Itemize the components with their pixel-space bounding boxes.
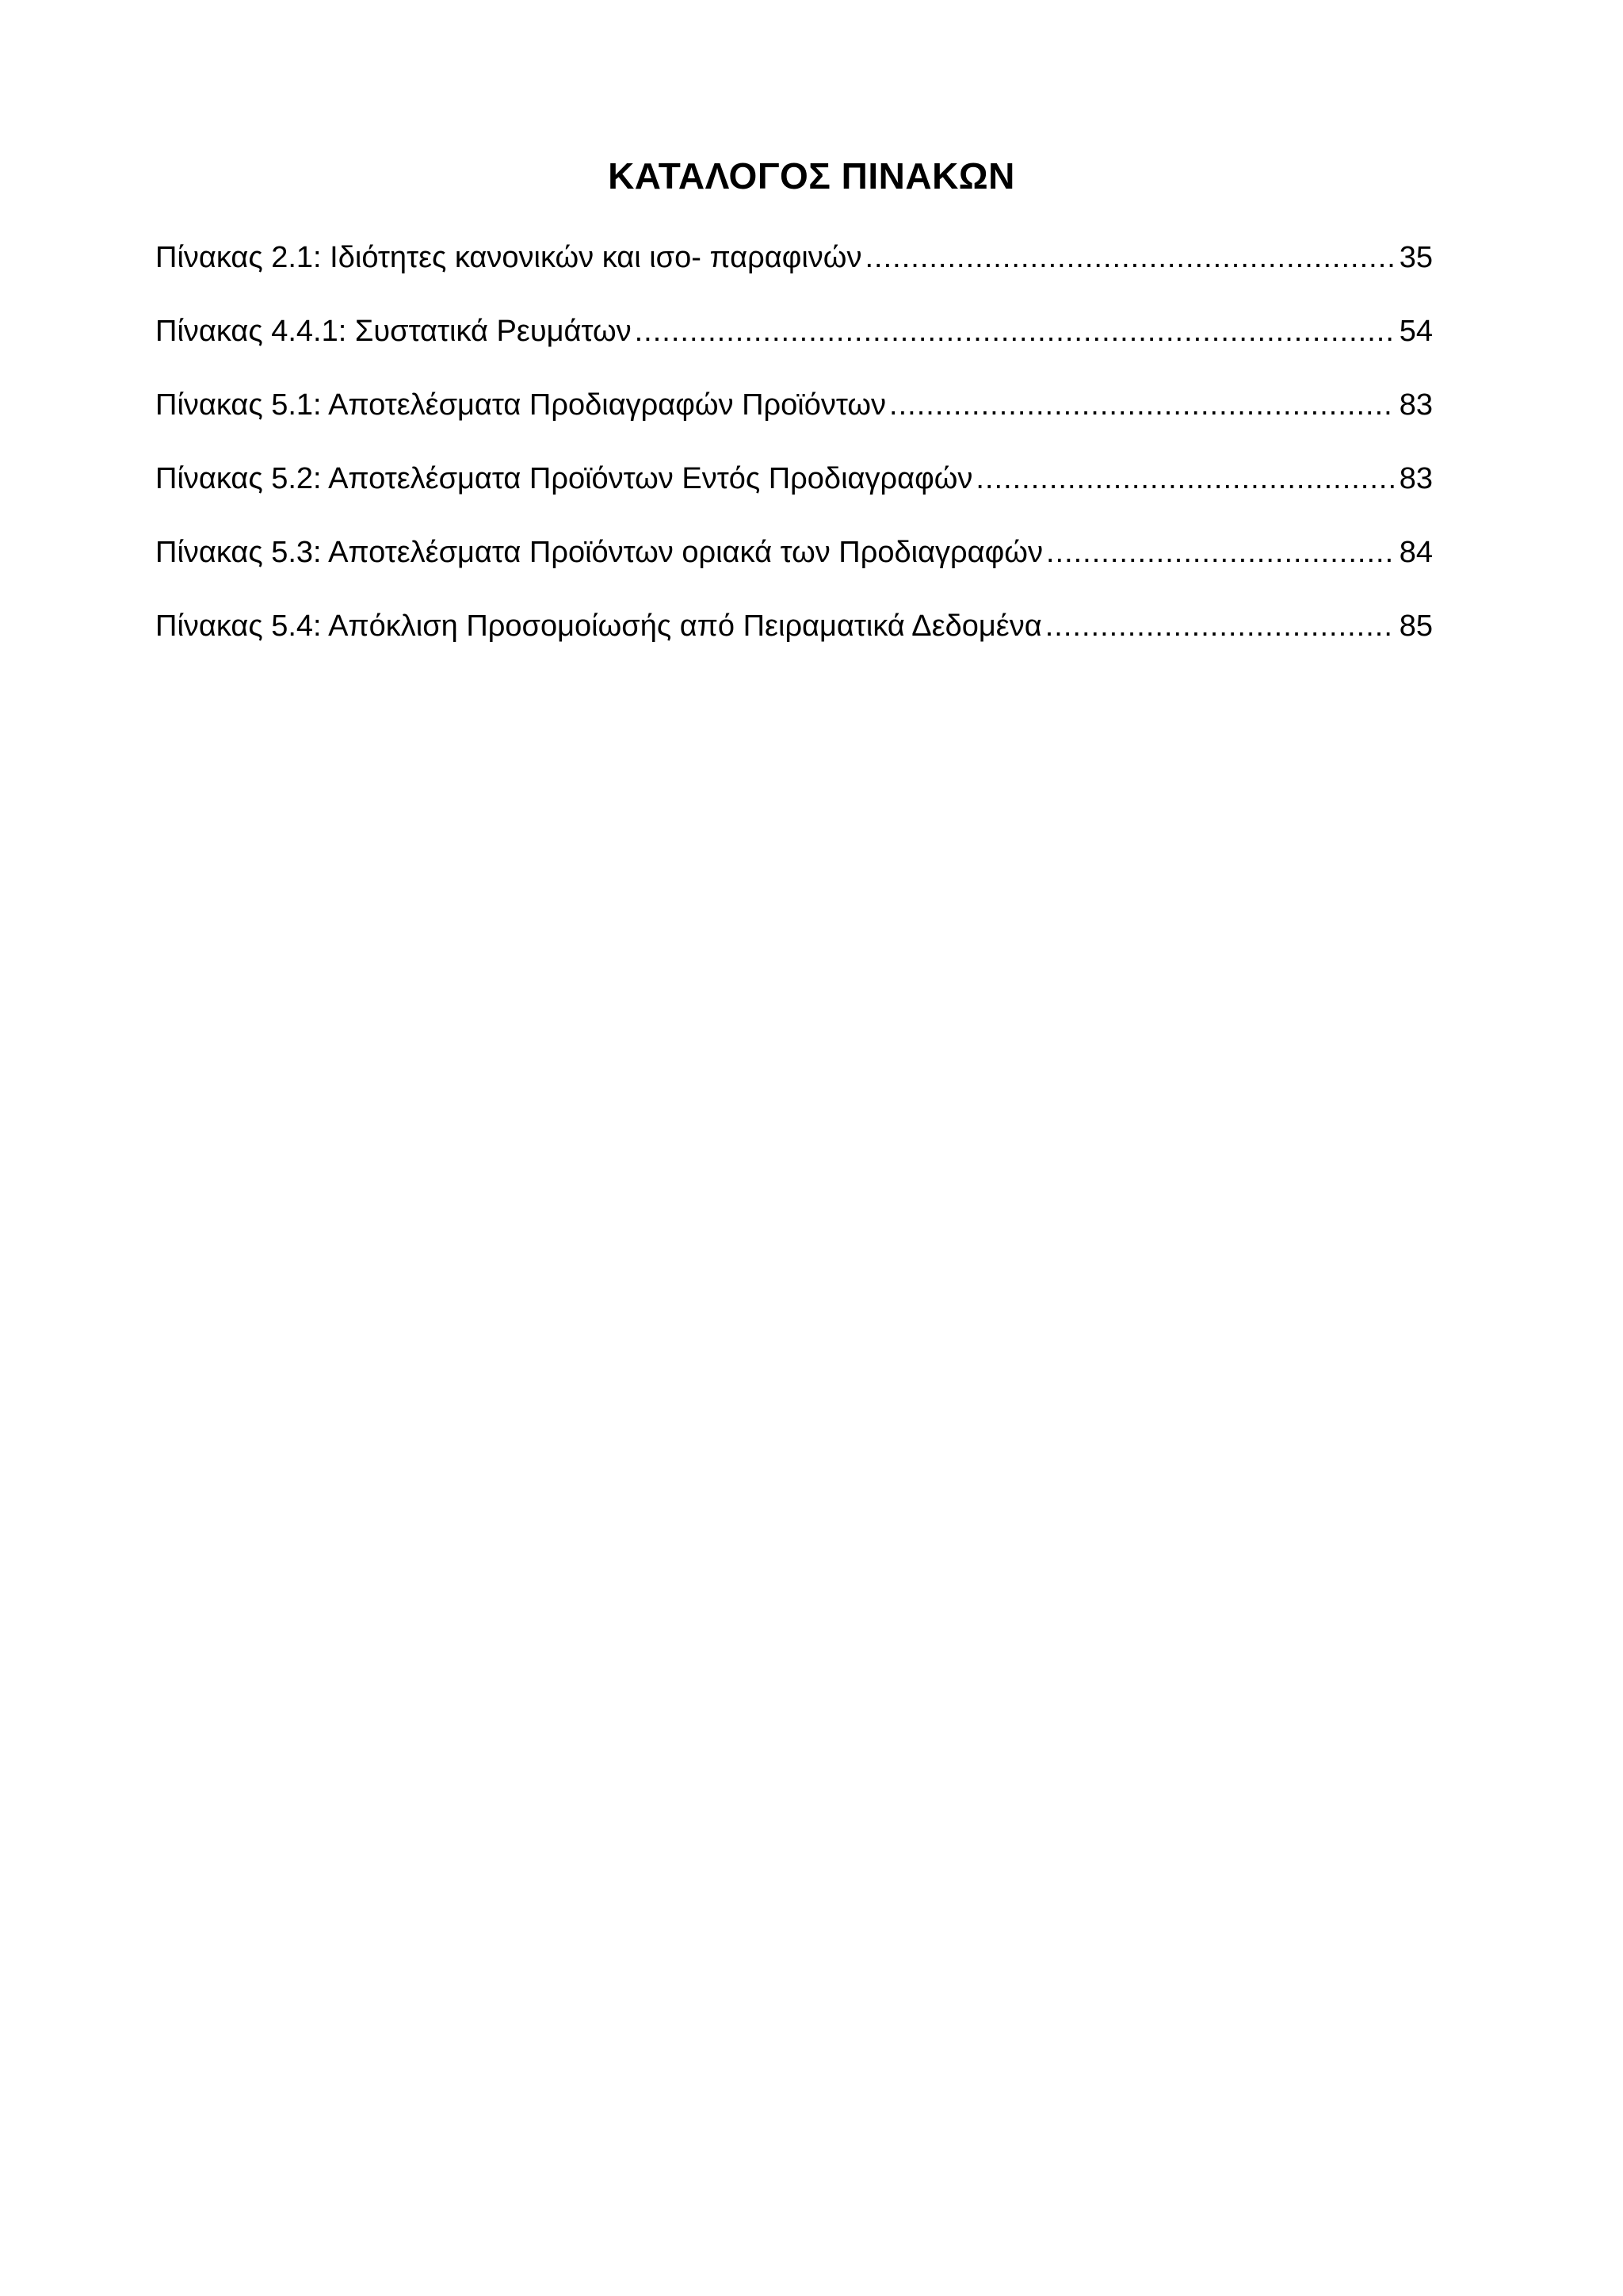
toc-dot-leader <box>976 455 1394 502</box>
toc-entry[interactable] <box>155 308 1433 381</box>
toc-dot-leader <box>1045 602 1395 650</box>
toc-entry-label: Πίνακας 2.1: Ιδιότητες κανονικών και ισο- παραφινών <box>155 241 862 274</box>
toc-dot-leader <box>1046 529 1395 576</box>
toc-entry-label: Πίνακας 4.4.1: Συστατικά Ρευμάτων <box>155 315 632 348</box>
toc-entry[interactable] <box>155 234 1433 308</box>
toc-page-number: 83 <box>1399 388 1433 422</box>
toc-dot-leader <box>889 381 1395 429</box>
toc-entry-label: Πίνακας 5.2: Αποτελέσματα Προϊόντων Εντός Προδιαγραφών <box>155 462 973 495</box>
toc-page-number: 35 <box>1399 241 1433 274</box>
toc-page-number: 54 <box>1399 315 1433 348</box>
toc-entry-label: Πίνακας 5.4: Απόκλιση Προσομοίωσής από Πειραματικά Δεδομένα <box>155 609 1042 643</box>
toc-page-number: 84 <box>1399 536 1433 569</box>
page-title: ΚΑΤΑΛΟΓΟΣ ΠΙΝΑΚΩΝ <box>608 155 1015 197</box>
toc-entry[interactable] <box>155 455 1433 529</box>
toc-entry[interactable] <box>155 381 1433 455</box>
table-of-contents-list <box>155 234 1433 676</box>
toc-dot-leader <box>635 308 1395 355</box>
toc-page-number: 83 <box>1399 462 1433 495</box>
toc-page-number: 85 <box>1399 609 1433 643</box>
toc-entry[interactable] <box>155 529 1433 602</box>
toc-dot-leader <box>865 234 1394 281</box>
toc-entry-label: Πίνακας 5.1: Αποτελέσματα Προδιαγραφών Προϊόντων <box>155 388 887 422</box>
toc-entry-label: Πίνακας 5.3: Αποτελέσματα Προϊόντων οριακά των Προδιαγραφών <box>155 536 1043 569</box>
toc-entry[interactable] <box>155 602 1433 676</box>
